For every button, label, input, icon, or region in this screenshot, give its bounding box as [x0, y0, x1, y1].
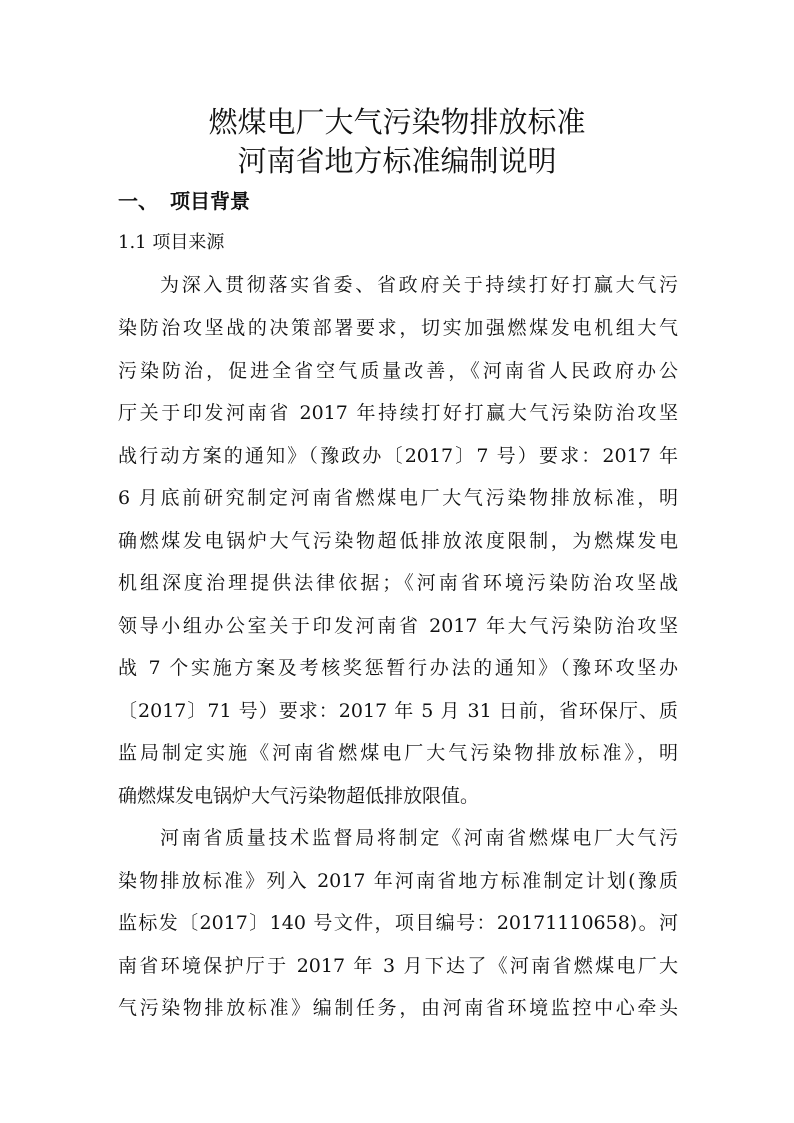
- paragraph-2-line: 气污染物排放标准》编制任务，由河南省环境监控中心牵头: [118, 997, 678, 1019]
- paragraph-2-line: 南省环境保护厅于 2017 年 3 月下达了《河南省燃煤电厂大: [118, 955, 678, 977]
- section-number: 一、: [118, 189, 158, 213]
- paragraph-1-line: 染防治攻坚战的决策部署要求，切实加强燃煤发电机组大气: [118, 317, 678, 339]
- paragraph-1-line: 确燃煤发电锅炉大气污染物超低排放限值。: [118, 785, 480, 807]
- paragraph-1-line: 领导小组办公室关于印发河南省 2017 年大气污染防治攻坚: [118, 615, 678, 637]
- paragraph-1-line: 机组深度治理提供法律依据；《河南省环境污染防治攻坚战: [118, 572, 678, 594]
- section-title: 项目背景: [170, 189, 250, 213]
- paragraph-2-line: 监标发〔2017〕140 号文件，项目编号：20171110658)。河: [118, 912, 678, 934]
- section-heading: [118, 187, 250, 215]
- subsection-heading: 1.1 项目来源: [118, 232, 225, 253]
- document-title-line-1: 燃煤电厂大气污染物排放标准: [208, 105, 586, 139]
- paragraph-1-line: 〔2017〕71 号）要求：2017 年 5 月 31 日前，省环保厅、质: [118, 700, 678, 722]
- paragraph-1-line: 确燃煤发电锅炉大气污染物超低排放浓度限制，为燃煤发电: [118, 530, 678, 552]
- paragraph-1-line: 战 7 个实施方案及考核奖惩暂行办法的通知》（豫环攻坚办: [118, 657, 678, 679]
- paragraph-1-line: 污染防治，促进全省空气质量改善，《河南省人民政府办公: [118, 360, 678, 382]
- paragraph-1-line: 厅关于印发河南省 2017 年持续打好打赢大气污染防治攻坚: [118, 402, 678, 424]
- paragraph-1-line: 战行动方案的通知》（豫政办〔2017〕7 号）要求：2017 年: [118, 445, 678, 467]
- paragraph-1-line: 6 月底前研究制定河南省燃煤电厂大气污染物排放标准，明: [118, 487, 678, 509]
- paragraph-2-line: 河南省质量技术监督局将制定《河南省燃煤电厂大气污: [160, 827, 678, 849]
- paragraph-1-line: 监局制定实施《河南省燃煤电厂大气污染物排放标准》，明: [118, 742, 678, 764]
- document-title-line-2: 河南省地方标准编制说明: [237, 144, 557, 178]
- paragraph-2-line: 染物排放标准》列入 2017 年河南省地方标准制定计划(豫质: [118, 870, 678, 892]
- paragraph-1-line: 为深入贯彻落实省委、省政府关于持续打好打赢大气污: [160, 274, 678, 296]
